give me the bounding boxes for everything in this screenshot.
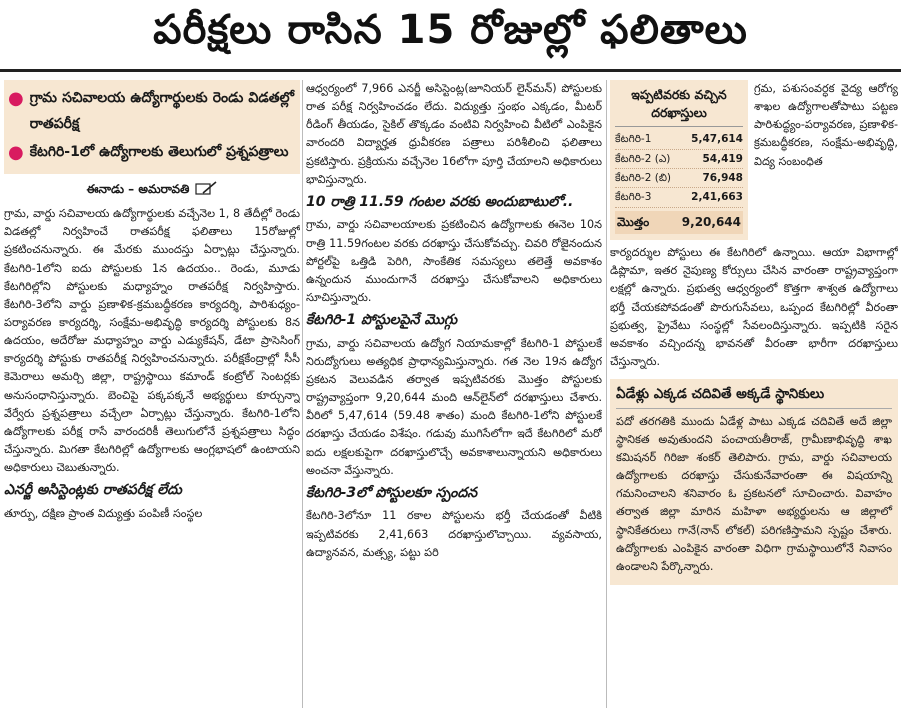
table-row-value: 54,419 xyxy=(702,152,743,165)
article-column-1 xyxy=(4,80,300,708)
sidebar-story-heading: ఏడేళ్లు ఎక్కడ చదివితే అక్కడే స్థానికులు xyxy=(616,385,892,409)
table-row-value: 5,47,614 xyxy=(691,133,743,146)
headline: పరీక్షలు రాసిన 15 రోజుల్లో ఫలితాలు xyxy=(0,0,901,72)
paragraph: తూర్పు, దక్షిణ ప్రాంత విద్యుత్తు పంపిణీ సంస్థల xyxy=(4,506,203,520)
article-column-3 xyxy=(610,80,898,708)
bullet-icon: ● xyxy=(8,88,24,109)
table-row-value: 2,41,663 xyxy=(691,191,743,204)
table-title: ఇప్పటివరకు వచ్చిన దరఖాస్తులు xyxy=(615,86,743,127)
highlight-item xyxy=(8,140,294,166)
paragraph: గ్రమ, పశుసంవర్ధక వైద్య ఆరోగ్య శాఖల ఉద్యోగాలతోపాటు పట్టణ పారిశుద్ధ్యం-పర్యావరణ, ప్రణాళిక-క్రమబద్ధీకరణ, సంక్షేమ-అభివృద్ధి, విద్య సంబంధిత xyxy=(754,82,898,168)
paragraph: గ్రామ, వార్డు సచివాలయ ఉద్యోగ నియామకాల్లో కేటగిరి-1 పోస్టులకే నిరుద్యోగులు అత్యధిక ప్రాధాన్యమిస్తున్నారు. గత నెల 19న ఉద్యోగ ప్రకటన వెలువడిన తర్వాత ఇప్పటివరకు మొత్తం పోస్టులకు రాష్ట్రవ్యాప్తంగా 9,20,644 మంది ఆన్‌లైన్‌లో దరఖాస్తులు చేశారు. వీరిలో 5,47,614 (59.48 శాతం) మంది కేటగిరి-1లోని పోస్టులకే దరఖాస్తు చేయడం విశేషం. గడువు ముగిసేలోగా ఇదే కేటగిరిలో మరో ఐదు లక్షలకుపైగా దరఖాస్తులొచ్చే అవకాశాలున్నాయని అధికారులు అంచనా వేస్తున్నారు. xyxy=(306,336,602,477)
sidebar-story-box xyxy=(610,379,898,585)
byline-text: ఈనాడు – అమరావతి xyxy=(86,181,190,196)
highlights-box xyxy=(4,80,300,174)
pen-icon xyxy=(195,181,217,197)
subheading: కేటగిరి-1 పోస్టులపైనే మొగ్గు xyxy=(306,312,458,329)
table-row-label: కేటగిరి-2 (బి) xyxy=(615,172,672,184)
paragraph: గ్రామ, వార్డు సచివాలయ ఉద్యోగార్థులకు వచ్చేనెల 1, 8 తేదీల్లో రెండు విడతల్లో నిర్వహించే రాతపరీక్ష ఫలితాలు 15రోజుల్లో ప్రకటించనున్నారు. ఈ మేరకు ముందస్తు ఏర్పాట్లు చేస్తున్నారు. కేటగిరి-1లోని ఐదు పోస్టులకు 1న ఉదయం.. రెండు, మూడు కేటగిరిల్లోని పోస్టులకు మధ్యాహ్నం రాతపరీక్ష నిర్వహిస్తారు. కేటగిరి-3లోని వార్డు ప్రణాళిక-క్రమబద్ధీకరణ కార్యదర్శి, పారిశుధ్యం-పర్యావరణ కార్యదర్శి, సంక్షేమ-అభివృద్ధి కార్యదర్శి పోస్టులకు 8న ఉదయం, అదేరోజు మధ్యాహ్నం వార్డు ఎడ్యుకేషన్, డేటా ప్రాసెసింగ్ కార్యదర్శి పోస్టుకు రాతపరీక్ష నిర్వహించనున్నారు. పరీక్షకేంద్రాల్లో సీసీ కెమెరాలు అమర్చి జిల్లా, రాష్ట్రస్థాయి కమాండ్ కంట్రోల్ సెంటర్లకు అనుసంధానిస్తున్నారు. బెంచిపై పక్కపక్కనే అభ్యర్థులు కూర్చున్నా వేర్వేరు ప్రశ్నపత్రాలు వచ్చేలా ఏర్పాట్లు చేస్తున్నారు. కేటగిరి-1లోని ఉద్యోగాలకు పరీక్ష రాసే వారందరికీ తెలుగులోనే ప్రశ్నపత్రాలు సిద్ధం చేస్తున్నారు. మిగతా కేటగిరిల్లో ఉద్యోగాలకు ఆంగ్లభాషలో ఉంటాయని అధికారులు చెబుతున్నారు. xyxy=(4,207,300,475)
subheading: 10 రాత్రి 11.59 గంటల వరకు అందుబాటులో.. xyxy=(306,193,574,210)
table-row xyxy=(615,169,743,188)
subheading: ఎనర్జీ అసిస్టెంట్లకు రాతపరీక్ష లేదు xyxy=(4,482,182,499)
applications-table xyxy=(610,80,748,240)
table-row-label: కేటగిరి-3 xyxy=(615,191,652,204)
highlight-text: కేటగిరి-1లో ఉద్యోగాలకు తెలుగులో ప్రశ్నపత్రాలు xyxy=(29,143,289,160)
article-column-2 xyxy=(306,80,602,708)
byline xyxy=(4,180,300,199)
table-total-value: 9,20,644 xyxy=(681,214,741,229)
subheading: కేటగిరి-3లో పోస్టులకూ స్పందన xyxy=(306,484,478,501)
column-divider xyxy=(302,80,303,708)
table-row xyxy=(615,150,743,169)
paragraph: కేటగిరి-3లోనూ 11 రకాల పోస్టులను భర్తీ చేయడంతో వీటికి ఇప్పటివరకు 2,41,663 దరఖాస్తులొచ్చాయి. వ్యవసాయ, ఉద్యానవన, మత్స్య, పట్టు పరి xyxy=(306,509,602,559)
sidebar-story-text: పదో తరగతికి ముందు ఏడేళ్ల పాటు ఎక్కడ చదివితే అదే జిల్లా స్థానికత అవుతుందని పంచాయతీరాజ్, గ్రామీణాభివృద్ధి శాఖ కమిషనర్ గిరిజా శంకర్ తెలిపారు. గ్రామ, వార్డు సచివాలయ ఉద్యోగాలకు దరఖాస్తు చేసుకునేవారంతా ఈ విషయాన్ని గమనించాలని శనివారం ఓ ప్రకటనలో సూచించారు. వివాహం తర్వాత జిల్లా మారిన మహిళా అభ్యర్థులను ఆ జిల్లాలో స్థానికేతరులు గానే(నాన్ లోకల్) పరిగణిస్తామని స్పష్టం చేశారు. ఉద్యోగాలకు ఎంపికైన వారంతా విధిగా గ్రామస్థాయిలోనే నివాసం ఉండాలని పేర్కొన్నారు. xyxy=(616,414,892,573)
table-row-label: కేటగిరి-1 xyxy=(615,133,652,146)
table-row-value: 76,948 xyxy=(702,172,743,184)
bullet-icon: ● xyxy=(8,141,24,163)
highlight-text: గ్రామ సచివాలయ ఉద్యోగార్థులకు రెండు విడతల్లో రాతపరీక్ష xyxy=(29,90,294,132)
paragraph: గ్రామ, వార్డు సచివాలయాలకు ప్రకటించిన ఉద్యోగాలకు ఈనెల 10న రాత్రి 11.59గంటల వరకు దరఖాస్తు చేసుకోవచ్చు. చివరి రోజైనందున పోర్టల్‌పై ఒత్తిడి పెరిగి, సాంకేతిక సమస్యలు తలెత్తే అవకాశం ఉన్నందున ముందుగానే దరఖాస్తు చేసుకోవాలని అధికారులు సూచిస్తున్నారు. xyxy=(306,218,602,304)
table-row xyxy=(615,130,743,149)
paragraph: కార్యదర్శుల పోస్టులు ఈ కేటగిరిలో ఉన్నాయి. ఆయా విభాగాల్లో డిప్లొమా, ఇతర నైపుణ్య కోర్సులు చేసిన వారంతా రాష్ట్రవ్యాప్తంగా లక్షల్లో ఉన్నారు. ప్రభుత్వ ఆధ్వర్యంలో కొత్తగా శాశ్వత ఉద్యోగాలు భర్తీ చేయకపోవడంతో పొరుగుసేవలు, ఒప్పంద కేటగిరిల్లో వీరంతా ప్రభుత్వ, ప్రైవేటు సంస్థల్లో సేవలందిస్తున్నారు. ఇప్పటికి సరైన అవకాశం వచ్చిందన్న భావనతో వీరంతా భారీగా దరఖాస్తులు చేస్తున్నారు. xyxy=(610,246,898,369)
table-total-row xyxy=(615,211,743,234)
highlight-item xyxy=(8,86,294,138)
table-total-label: మొత్తం xyxy=(617,214,650,229)
column-divider xyxy=(606,80,607,708)
paragraph: ఆధ్వర్యంలో 7,966 ఎనర్జీ అసిస్టెంట్ల(జూనియర్ లైన్‌మన్) పోస్టులకు రాత పరీక్ష నిర్వహించడం లేదు. విద్యుత్తు స్తంభం ఎక్కడం, మీటర్ రీడింగ్ తీయడం, సైకిల్ తొక్కడం వంటివి నిర్వహించి వీటిలో ఎంపికైన వారందరి విద్యార్హత ధ్రువీకరణ పత్రాలు పరిశీలించి ఫలితాలు ప్రకటిస్తారు. ప్రక్రియను వచ్చేనెల 16లోగా పూర్తి చేయాలని అధికారులు భావిస్తున్నారు. xyxy=(306,82,602,186)
table-row xyxy=(615,188,743,207)
table-row-label: కేటగిరి-2 (ఎ) xyxy=(615,152,671,165)
